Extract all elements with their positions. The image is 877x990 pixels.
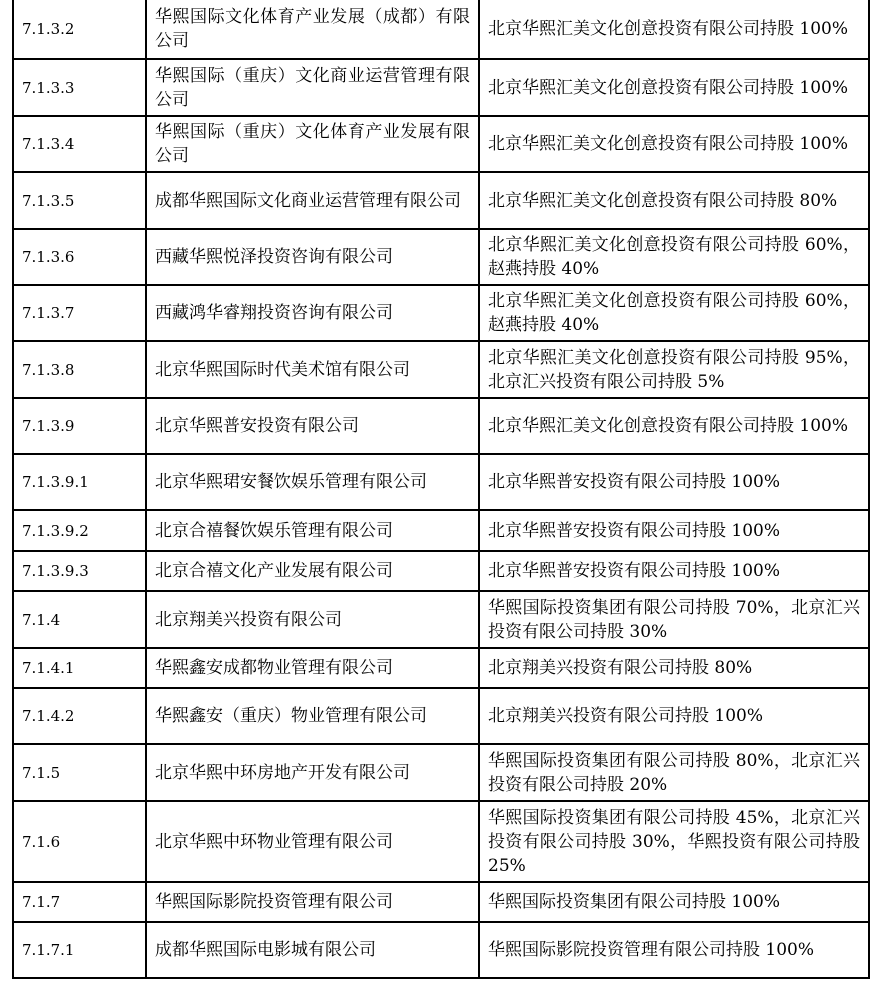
row-number: 7.1.3.6	[13, 229, 146, 285]
shareholding: 北京华熙汇美文化创意投资有限公司持股 100%	[479, 59, 869, 116]
shareholding: 北京华熙汇美文化创意投资有限公司持股 80%	[479, 172, 869, 229]
company-name: 西藏华熙悦泽投资咨询有限公司	[146, 229, 479, 285]
shareholding: 北京华熙汇美文化创意投资有限公司持股 100%	[479, 116, 869, 172]
company-name: 西藏鸿华睿翔投资咨询有限公司	[146, 285, 479, 341]
row-number: 7.1.4.2	[13, 688, 146, 744]
shareholding: 北京华熙汇美文化创意投资有限公司持股 60%，赵燕持股 40%	[479, 229, 869, 285]
table-row	[13, 551, 869, 591]
row-number: 7.1.3.9.3	[13, 551, 146, 591]
table-row	[13, 229, 869, 285]
table-row	[13, 801, 869, 882]
company-name: 北京合禧餐饮娱乐管理有限公司	[146, 510, 479, 551]
company-name: 华熙国际（重庆）文化商业运营管理有限公司	[146, 59, 479, 116]
table-row	[13, 0, 869, 59]
row-number: 7.1.3.5	[13, 172, 146, 229]
shareholding: 北京华熙普安投资有限公司持股 100%	[479, 551, 869, 591]
company-name: 成都华熙国际电影城有限公司	[146, 922, 479, 978]
row-number: 7.1.3.9	[13, 398, 146, 454]
table-row	[13, 454, 869, 510]
table-row	[13, 688, 869, 744]
shareholding: 北京华熙普安投资有限公司持股 100%	[479, 454, 869, 510]
shareholding: 华熙国际投资集团有限公司持股 70%，北京汇兴投资有限公司持股 30%	[479, 591, 869, 648]
company-name: 北京翔美兴投资有限公司	[146, 591, 479, 648]
table-row	[13, 398, 869, 454]
shareholding: 北京华熙普安投资有限公司持股 100%	[479, 510, 869, 551]
table-body	[13, 0, 869, 978]
shareholding: 华熙国际投资集团有限公司持股 80%，北京汇兴投资有限公司持股 20%	[479, 744, 869, 801]
row-number: 7.1.5	[13, 744, 146, 801]
table-row	[13, 172, 869, 229]
table-row	[13, 882, 869, 922]
row-number: 7.1.3.9.1	[13, 454, 146, 510]
ownership-table	[12, 0, 870, 979]
table-row	[13, 744, 869, 801]
shareholding: 华熙国际影院投资管理有限公司持股 100%	[479, 922, 869, 978]
row-number: 7.1.7	[13, 882, 146, 922]
company-name: 华熙国际影院投资管理有限公司	[146, 882, 479, 922]
company-name: 成都华熙国际文化商业运营管理有限公司	[146, 172, 479, 229]
company-name: 华熙鑫安成都物业管理有限公司	[146, 648, 479, 688]
row-number: 7.1.7.1	[13, 922, 146, 978]
company-name: 华熙国际（重庆）文化体育产业发展有限公司	[146, 116, 479, 172]
row-number: 7.1.6	[13, 801, 146, 882]
company-name: 北京合禧文化产业发展有限公司	[146, 551, 479, 591]
row-number: 7.1.3.3	[13, 59, 146, 116]
table-row	[13, 59, 869, 116]
shareholding: 北京华熙汇美文化创意投资有限公司持股 60%，赵燕持股 40%	[479, 285, 869, 341]
shareholding: 北京华熙汇美文化创意投资有限公司持股 95%，北京汇兴投资有限公司持股 5%	[479, 341, 869, 398]
shareholding: 北京华熙汇美文化创意投资有限公司持股 100%	[479, 0, 869, 59]
row-number: 7.1.3.4	[13, 116, 146, 172]
company-name: 北京华熙珺安餐饮娱乐管理有限公司	[146, 454, 479, 510]
row-number: 7.1.4	[13, 591, 146, 648]
company-name: 北京华熙中环房地产开发有限公司	[146, 744, 479, 801]
table-row	[13, 591, 869, 648]
company-name: 北京华熙国际时代美术馆有限公司	[146, 341, 479, 398]
row-number: 7.1.3.2	[13, 0, 146, 59]
row-number: 7.1.3.7	[13, 285, 146, 341]
company-name: 华熙国际文化体育产业发展（成都）有限公司	[146, 0, 479, 59]
shareholding: 北京翔美兴投资有限公司持股 100%	[479, 688, 869, 744]
shareholding: 北京翔美兴投资有限公司持股 80%	[479, 648, 869, 688]
table-row	[13, 648, 869, 688]
row-number: 7.1.3.8	[13, 341, 146, 398]
table-row	[13, 510, 869, 551]
company-name: 华熙鑫安（重庆）物业管理有限公司	[146, 688, 479, 744]
table-row	[13, 922, 869, 978]
table-row	[13, 285, 869, 341]
shareholding: 华熙国际投资集团有限公司持股 45%，北京汇兴投资有限公司持股 30%，华熙投资有限公司持股 25%	[479, 801, 869, 882]
row-number: 7.1.4.1	[13, 648, 146, 688]
table-row	[13, 116, 869, 172]
row-number: 7.1.3.9.2	[13, 510, 146, 551]
shareholding: 华熙国际投资集团有限公司持股 100%	[479, 882, 869, 922]
shareholding: 北京华熙汇美文化创意投资有限公司持股 100%	[479, 398, 869, 454]
company-name: 北京华熙中环物业管理有限公司	[146, 801, 479, 882]
table-row	[13, 341, 869, 398]
company-name: 北京华熙普安投资有限公司	[146, 398, 479, 454]
